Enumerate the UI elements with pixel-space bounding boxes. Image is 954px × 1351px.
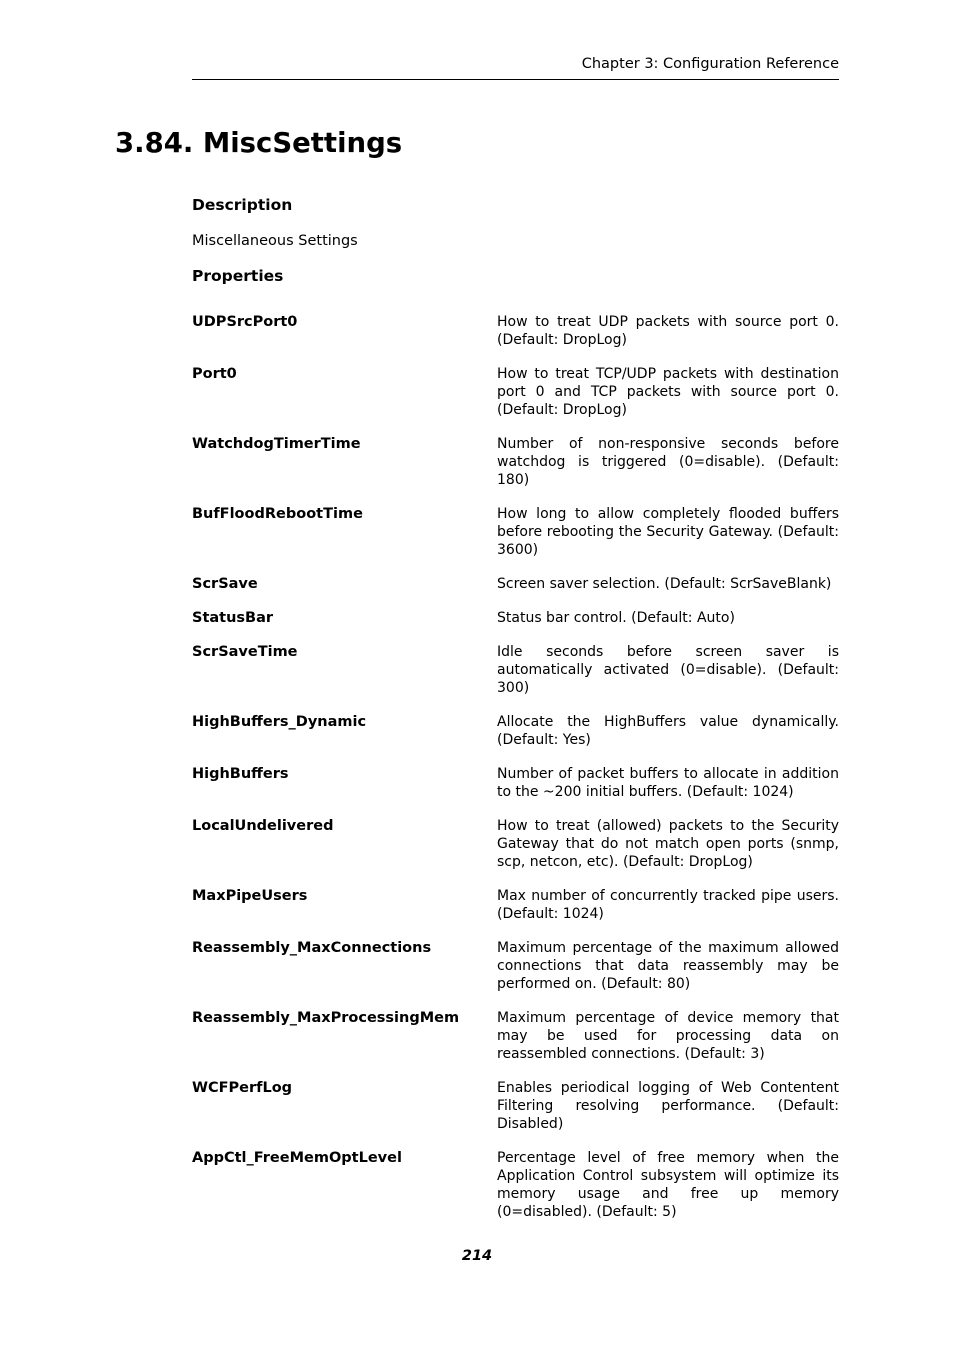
- property-row: [192, 609, 839, 627]
- property-name: HighBuffers: [192, 766, 289, 782]
- properties-list: [192, 313, 839, 1237]
- property-name: Reassembly_MaxConnections: [192, 940, 432, 956]
- property-description: How to treat (allowed) packets to the Security Gateway that do not match open ports (snmp, scp, netcon, etc). (Default: DropLog): [497, 818, 839, 870]
- property-description: Percentage level of free memory when the Application Control subsystem will optimize its memory usage and free up memory (0=disabled). (Default: 5): [497, 1150, 839, 1220]
- property-name: ScrSaveTime: [192, 644, 298, 660]
- property-name: AppCtl_FreeMemOptLevel: [192, 1150, 402, 1166]
- property-description: Number of packet buffers to allocate in addition to the ~200 initial buffers. (Default: 1024): [497, 766, 839, 800]
- property-description: Screen saver selection. (Default: ScrSaveBlank): [497, 576, 832, 592]
- property-name: UDPSrcPort0: [192, 314, 298, 330]
- property-name: BufFloodRebootTime: [192, 506, 363, 522]
- property-row: [192, 435, 839, 489]
- property-description: Status bar control. (Default: Auto): [497, 610, 735, 626]
- chapter-title: Chapter 3: Configuration Reference: [581, 56, 839, 72]
- description-heading: Description: [192, 196, 293, 214]
- property-row: [192, 939, 839, 993]
- property-row: [192, 643, 839, 697]
- section-title: 3.84. MiscSettings: [115, 127, 403, 159]
- description-text: Miscellaneous Settings: [192, 233, 358, 249]
- property-row: [192, 765, 839, 801]
- property-description: Maximum percentage of device memory that may be used for processing data on reassembled connections. (Default: 3): [497, 1010, 839, 1062]
- property-row: [192, 887, 839, 923]
- property-description: Allocate the HighBuffers value dynamically. (Default: Yes): [497, 714, 839, 748]
- property-row: [192, 1009, 839, 1063]
- property-name: Port0: [192, 366, 237, 382]
- properties-heading: Properties: [192, 267, 284, 285]
- property-name: MaxPipeUsers: [192, 888, 308, 904]
- property-row: [192, 817, 839, 871]
- property-description: How to treat TCP/UDP packets with destination port 0 and TCP packets with source port 0. (Default: DropLog): [497, 366, 839, 418]
- property-description: How to treat UDP packets with source port 0. (Default: DropLog): [497, 314, 839, 348]
- property-row: [192, 1079, 839, 1133]
- property-description: Maximum percentage of the maximum allowed connections that data reassembly may be performed on. (Default: 80): [497, 940, 839, 992]
- property-row: [192, 713, 839, 749]
- property-name: LocalUndelivered: [192, 818, 334, 834]
- property-name: WatchdogTimerTime: [192, 436, 361, 452]
- property-name: WCFPerfLog: [192, 1080, 293, 1096]
- property-description: Enables periodical logging of Web Contentent Filtering resolving performance. (Default: Disabled): [497, 1080, 839, 1132]
- property-name: Reassembly_MaxProcessingMem: [192, 1010, 460, 1026]
- running-header: [192, 55, 839, 80]
- property-row: [192, 365, 839, 419]
- property-row: [192, 313, 839, 349]
- property-row: [192, 1149, 839, 1221]
- property-description: How long to allow completely flooded buffers before rebooting the Security Gateway. (Default: 3600): [497, 506, 839, 558]
- property-description: Number of non-responsive seconds before watchdog is triggered (0=disable). (Default: 180): [497, 436, 839, 488]
- property-name: ScrSave: [192, 576, 258, 592]
- property-row: [192, 505, 839, 559]
- page-number: 214: [461, 1248, 493, 1264]
- property-row: [192, 575, 839, 593]
- property-description: Max number of concurrently tracked pipe users. (Default: 1024): [497, 888, 839, 922]
- property-name: HighBuffers_Dynamic: [192, 714, 367, 730]
- property-name: StatusBar: [192, 610, 274, 626]
- property-description: Idle seconds before screen saver is automatically activated (0=disable). (Default: 300): [497, 644, 839, 696]
